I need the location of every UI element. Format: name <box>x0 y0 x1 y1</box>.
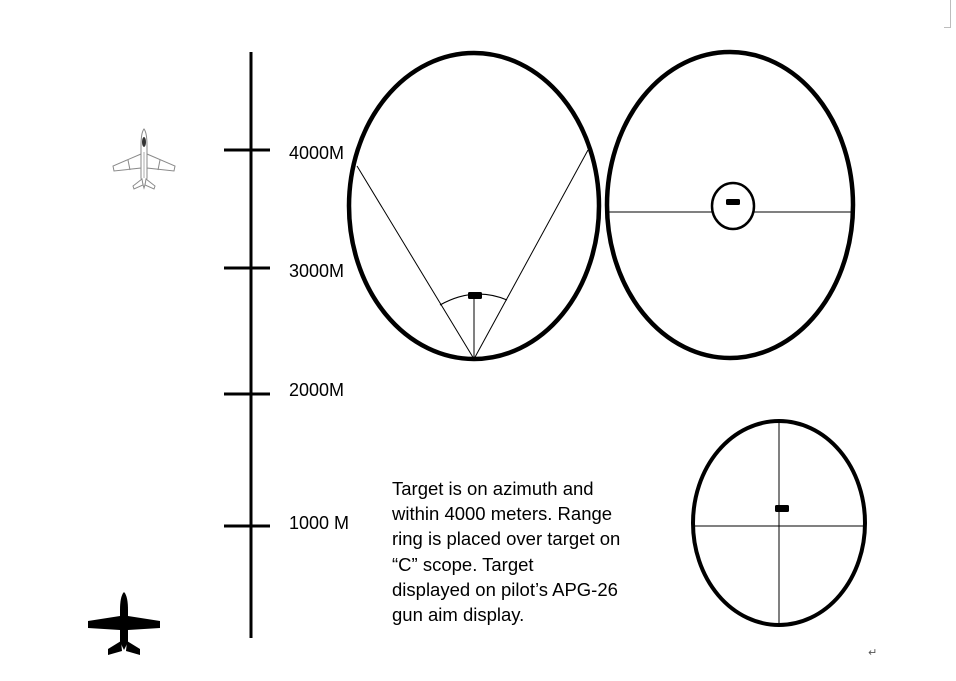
range-label-3000: 3000M <box>289 261 345 281</box>
caption-line: Target is on azimuth and <box>392 478 594 499</box>
caption-line: displayed on pilot’s APG-26 <box>392 578 618 600</box>
range-label-2000: 2000M <box>289 380 345 400</box>
mig-jet-outline-icon <box>113 129 175 189</box>
b-scope-display <box>349 53 599 359</box>
range-ring <box>712 183 754 229</box>
paragraph-mark-icon: ↵ <box>868 646 878 659</box>
b-scope-azimuth-line-left <box>357 166 474 359</box>
range-label-4000: 4000M <box>289 143 345 163</box>
caption-line: “C” scope. Target <box>392 553 534 575</box>
gun-aim-target-blip <box>775 505 789 512</box>
fighter-jet-silhouette-icon <box>88 592 160 655</box>
b-scope-target-blip <box>468 292 482 299</box>
caption-line: ring is placed over target on <box>392 528 621 550</box>
c-scope-display <box>607 52 853 358</box>
caption-line: within 4000 meters. Range <box>392 503 613 525</box>
caption-text <box>392 476 682 627</box>
range-label-1000: 1000 M <box>289 513 350 533</box>
caption-line: gun aim display. <box>392 604 525 626</box>
c-scope-target-blip <box>726 199 740 205</box>
page-corner-mark <box>950 0 951 28</box>
gun-aim-display <box>693 421 865 625</box>
range-scale <box>224 52 270 638</box>
b-scope-azimuth-line-right <box>474 150 588 359</box>
